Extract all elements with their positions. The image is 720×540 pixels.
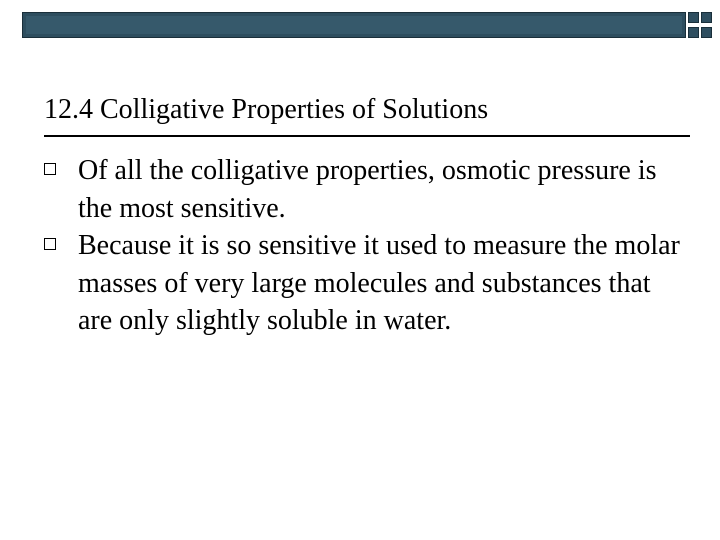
decorative-square-icon — [688, 27, 699, 38]
decorative-square-icon — [701, 12, 712, 23]
title-underline — [44, 135, 690, 137]
decorative-square-icon — [701, 27, 712, 38]
slide-title: 12.4 Colligative Properties of Solutions — [44, 94, 489, 125]
header-bar — [22, 12, 686, 38]
bullet-text: Of all the colligative properties, osmotic pressure is the most sensitive. — [78, 155, 657, 224]
hollow-square-bullet-icon — [44, 163, 56, 175]
header-bar-inner — [26, 16, 682, 34]
bullet-text: Because it is so sensitive it used to measure the molar masses of very large molecules and substances that are only slightly soluble in water. — [78, 230, 680, 336]
decorative-square-icon — [688, 12, 699, 23]
bullet-item — [44, 152, 684, 227]
bullet-item — [44, 227, 684, 340]
hollow-square-bullet-icon — [44, 238, 56, 250]
bullet-list — [44, 152, 684, 340]
